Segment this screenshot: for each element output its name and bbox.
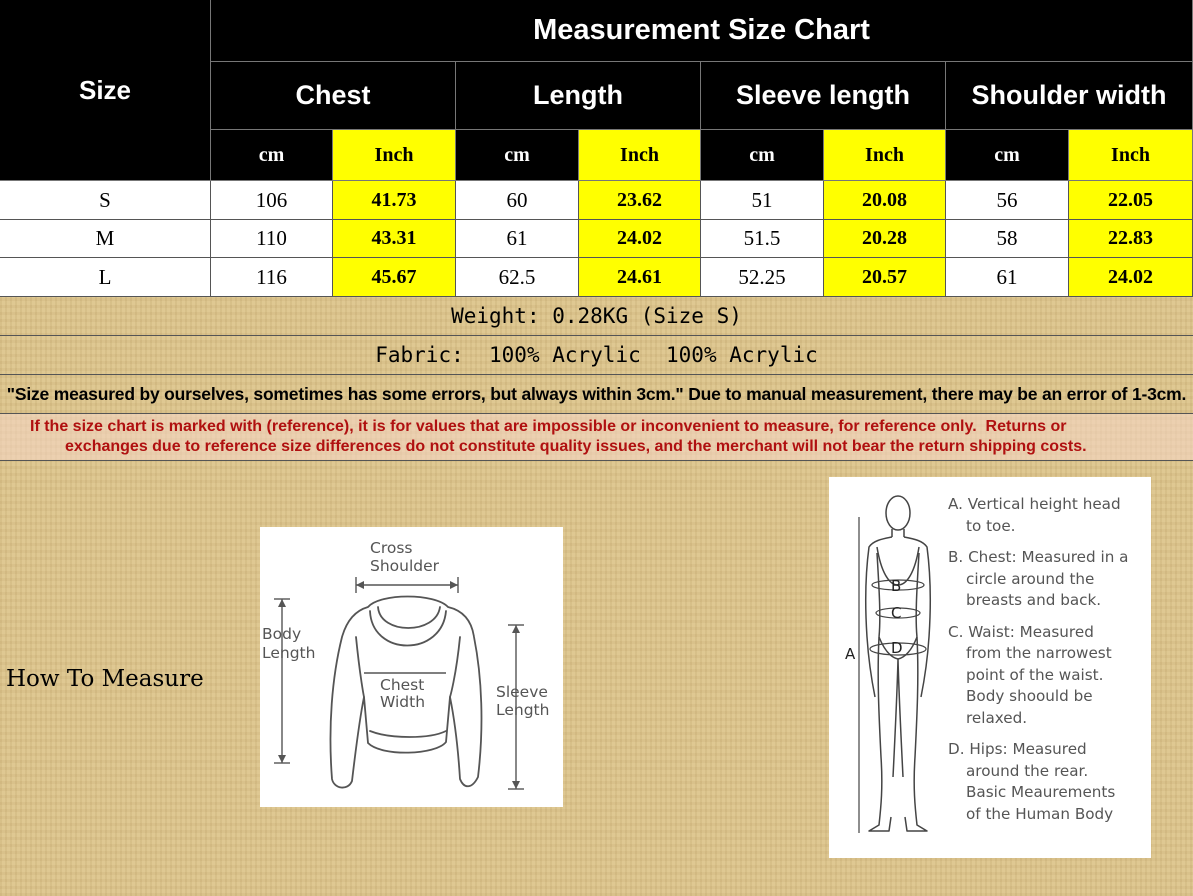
sleeve-cm-unit: cm [701, 130, 824, 181]
table-cell: 22.83 [1069, 220, 1193, 258]
sleeve-length-label: Length [496, 701, 550, 719]
shoulder-cm-unit: cm [946, 130, 1069, 181]
weight-row [0, 297, 1193, 336]
reference-note-line2: exchanges due to reference size differences do not constitute quality issues, and the merchant will not bear the return shipping costs. [65, 438, 1087, 455]
legend-text: C. Waist: Measured [948, 622, 1094, 641]
shoulder-inch-unit: Inch [1069, 130, 1193, 181]
cross-shoulder-label: Cross [370, 539, 413, 557]
marker-c: C [891, 604, 902, 622]
table-cell: 52.25 [701, 258, 824, 297]
length-inch-unit: Inch [579, 130, 701, 181]
body-length-label: Length [262, 644, 316, 662]
legend-text: to toe. [966, 516, 1016, 535]
table-cell: 58 [946, 220, 1069, 258]
legend-text: Body shoould be [966, 687, 1093, 705]
table-cell: 24.02 [1069, 258, 1193, 297]
legend-text: D. Hips: Measured [948, 740, 1087, 758]
reference-note-line1: If the size chart is marked with (reference), it is for values that are impossible or inconvenient to measure, for reference only. Returns or [30, 418, 1067, 435]
legend-text: breasts and back. [966, 591, 1102, 609]
legend-item-c [948, 622, 1138, 730]
legend-text: relaxed. [966, 708, 1028, 727]
human-body-drawing [829, 477, 947, 858]
legend-text: from the narrowest [966, 644, 1112, 662]
legend-text: of the Human Body [966, 804, 1114, 823]
reference-note-row [0, 414, 1193, 461]
table-cell: 61 [456, 220, 579, 258]
sleeve-inch-unit: Inch [824, 130, 946, 181]
fabric-row [0, 336, 1193, 375]
fabric-text: Fabric: 100% Acrylic 100% Acrylic [375, 343, 818, 367]
sleeve-length-header: Sleeve length [701, 62, 946, 130]
cross-shoulder-label: Shoulder [370, 557, 440, 575]
how-to-measure-label: How To Measure [6, 666, 204, 692]
marker-a: A [845, 645, 856, 663]
table-cell: 62.5 [456, 258, 579, 297]
table-cell: 20.08 [824, 181, 946, 220]
table-cell: 56 [946, 181, 1069, 220]
chart-title: Measurement Size Chart [211, 0, 1193, 62]
shoulder-width-header: Shoulder width [946, 62, 1193, 130]
table-cell: 20.57 [824, 258, 946, 297]
sweater-drawing [260, 527, 563, 807]
legend-text: point of the waist. [966, 665, 1104, 684]
table-cell: 51.5 [701, 220, 824, 258]
table-cell: 61 [946, 258, 1069, 297]
sleeve-length-label: Sleeve [496, 683, 548, 701]
legend-text: A. Vertical height head [948, 495, 1121, 513]
measure-note-row [0, 375, 1193, 414]
table-cell: 20.28 [824, 220, 946, 258]
legend-text: around the rear. [966, 761, 1089, 780]
chest-width-label: Chest [380, 676, 425, 694]
marker-d: D [891, 639, 903, 657]
row-size-label: S [0, 181, 211, 220]
legend-item-b [948, 547, 1138, 612]
table-cell: 23.62 [579, 181, 701, 220]
marker-b: B [891, 577, 902, 595]
legend-text: Basic Meaurements [966, 783, 1116, 801]
row-size-label: M [0, 220, 211, 258]
table-cell: 60 [456, 181, 579, 220]
legend-item-d [948, 739, 1138, 825]
weight-text: Weight: 0.28KG (Size S) [451, 304, 742, 328]
chest-inch-unit: Inch [333, 130, 456, 181]
table-cell: 41.73 [333, 181, 456, 220]
table-cell: 51 [701, 181, 824, 220]
table-cell: 110 [211, 220, 333, 258]
table-cell: 24.61 [579, 258, 701, 297]
size-column-header: Size [0, 0, 211, 181]
table-cell: 116 [211, 258, 333, 297]
chest-header: Chest [211, 62, 456, 130]
table-cell: 45.67 [333, 258, 456, 297]
chest-width-label: Width [380, 693, 426, 711]
table-cell: 22.05 [1069, 181, 1193, 220]
table-cell: 24.02 [579, 220, 701, 258]
table-cell: 106 [211, 181, 333, 220]
garment-diagram [260, 527, 563, 807]
row-size-label: L [0, 258, 211, 297]
chest-cm-unit: cm [211, 130, 333, 181]
legend-item-a [948, 494, 1138, 537]
legend-text: circle around the [966, 569, 1095, 588]
measure-note-text: "Size measured by ourselves, sometimes has some errors, but always within 3cm." Due to manual measurement, there may be an error of 1-3cm. [6, 383, 1187, 404]
length-header: Length [456, 62, 701, 130]
table-cell: 43.31 [333, 220, 456, 258]
body-length-label: Body [262, 625, 302, 643]
legend-text: B. Chest: Measured in a [948, 548, 1129, 566]
length-cm-unit: cm [456, 130, 579, 181]
body-legend [948, 494, 1138, 835]
